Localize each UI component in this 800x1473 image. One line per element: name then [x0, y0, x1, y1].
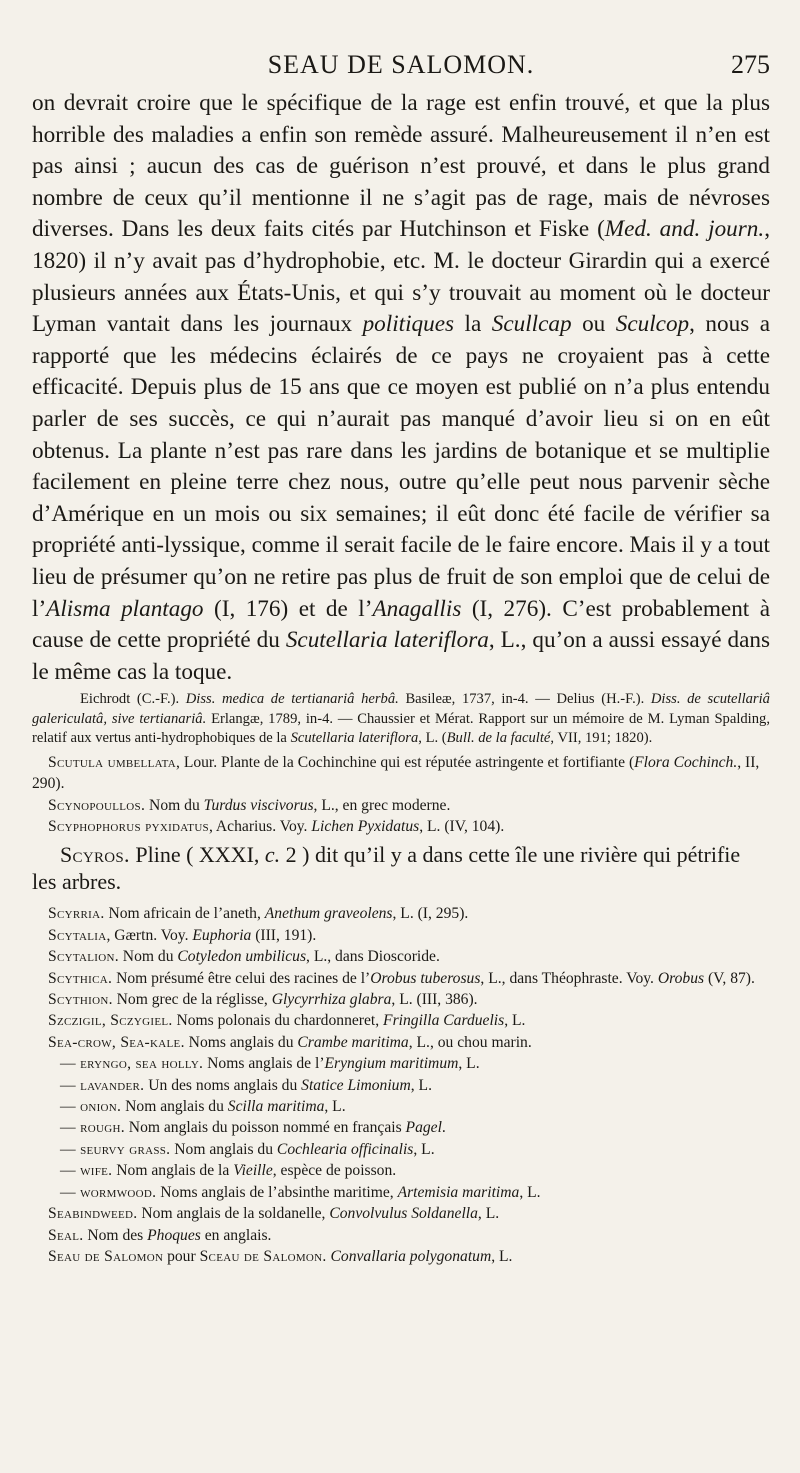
- entry-text: 2 ) dit qu’il y a dans cette île une rivière qui pétrifie les arbres.: [32, 842, 741, 895]
- entry-italic: Cotyledon umbilicus: [177, 948, 307, 966]
- entry-text: Noms polonais du chardonneret,: [172, 1012, 384, 1030]
- headword: Seau de Salomon: [48, 1247, 164, 1265]
- headword: Seabindweed.: [48, 1205, 138, 1223]
- italic-run: Sculcop: [615, 311, 690, 338]
- italic-run: Anagallis: [372, 595, 462, 622]
- entry-eryngo: [32, 1053, 770, 1074]
- headword: — wife.: [60, 1162, 113, 1180]
- headword: — wormwood.: [60, 1183, 157, 1201]
- ref-italic: Diss. de scutellariâ galericulatâ, sive tertianariâ.: [32, 691, 770, 727]
- entry-scythica: [32, 968, 770, 989]
- bibliography: [32, 690, 770, 749]
- headword: Scythion.: [48, 991, 113, 1009]
- entry-italic: Scilla maritima: [227, 1098, 325, 1116]
- entry-text: , L.: [491, 1247, 513, 1265]
- entry-italic: Glycyrrhiza glabra: [271, 991, 392, 1009]
- ref-italic: Scutellaria lateriflora: [290, 730, 419, 747]
- entry-text: Nom présumé être celui des racines de l’: [112, 969, 371, 987]
- entry-text: (III, 191).: [251, 926, 317, 944]
- entry-text: Noms anglais de l’absinthe maritime,: [156, 1183, 398, 1201]
- entry-italic: Convolvulus Soldanella: [329, 1205, 478, 1223]
- entry-italic: Fringilla Carduelis: [383, 1012, 505, 1030]
- headword: Scynopoullos.: [48, 796, 146, 814]
- text-run: on devrait croire que le spécifique de la rage est enfin trouvé, et que la plus horrible des maladies a enfin son remède assuré. Malheureusement il n’en est pas ainsi ; aucun des cas de guérison n’est prouvé, et dans le plus grand nombre de ceux qu’il mentionne il ne s’agit pas de rage, mais de névroses diverses. Dans les deux faits cités par Hutchinson et Fiske (: [32, 90, 770, 243]
- entry-text: , L.: [413, 1140, 435, 1158]
- entry-italic: Pagel: [405, 1119, 442, 1137]
- entry-text: Noms anglais du: [184, 1033, 298, 1051]
- entry-text: , L., dans Dioscoride.: [306, 948, 440, 966]
- main-paragraph: [32, 88, 770, 688]
- entry-text: pour: [163, 1247, 200, 1265]
- entry-sea-crow: [32, 1032, 770, 1053]
- entry-text: , L.: [410, 1076, 432, 1094]
- headword: Scyphophorus pyxidatus: [48, 818, 209, 835]
- entry-wormwood: [32, 1182, 770, 1203]
- entry-italic: Artemisia maritima: [397, 1183, 520, 1201]
- entry-italic: Vieille: [233, 1162, 273, 1180]
- entry-text: Nom africain de l’aneth,: [104, 905, 265, 923]
- entry-text: Nom du: [118, 948, 178, 966]
- headword: Sea-crow, Sea-kale.: [48, 1033, 185, 1051]
- headword: — lavander.: [60, 1076, 145, 1094]
- entry-text: , L.: [519, 1183, 541, 1201]
- entry-text: Nom anglais de la soldanelle,: [137, 1205, 330, 1223]
- headword: Szczigil, Sczygiel.: [48, 1012, 173, 1030]
- text-run: ou: [571, 311, 616, 338]
- text-run: (I, 276). C’est probablement à cause de cette propriété du: [32, 595, 771, 654]
- headword: — eryngo, sea holly.: [60, 1055, 204, 1073]
- italic-run: Scullcap: [491, 311, 572, 338]
- entry-text: Nom anglais du poisson nommé en français: [124, 1119, 406, 1137]
- entry-text: , L.: [458, 1055, 480, 1073]
- headword: Seal.: [48, 1226, 84, 1244]
- entry-italic: Euphoria: [192, 926, 252, 944]
- text-run: (I, 176) et de l’: [203, 595, 373, 622]
- entry-text: en anglais.: [200, 1226, 272, 1244]
- entry-text: , L. (I, 295).: [392, 905, 469, 923]
- entry-text: .: [441, 1119, 446, 1137]
- ref-run: , VII, 191; 1820).: [550, 730, 653, 747]
- entry-text: , L. (IV, 104).: [419, 818, 505, 835]
- entry-text: , L., dans Théophraste. Voy.: [480, 969, 658, 987]
- entry-text: , II, 290).: [32, 753, 760, 793]
- entry-italic: Anethum graveolens: [264, 905, 393, 923]
- entry-italic: Lichen Pyxidatus: [311, 818, 420, 835]
- headword: — seurvy grass.: [60, 1140, 171, 1158]
- entry-seal: [32, 1225, 770, 1246]
- italic-run: Scutellaria lateriflora: [285, 627, 489, 654]
- entry-scytalion: [32, 946, 770, 967]
- entry-scythion: [32, 989, 770, 1010]
- entry-italic: c.: [264, 842, 281, 868]
- text-run: , nous a rapporté que les médecins éclairés de ce pays ne croyaient pas à cette efficacité. Depuis plus de 15 ans que ce moyen est publié on n’a plus entendu parler de ses succès, ce qui n’aurait pas manqué d’avoir lieu si on en eût obtenus. La plante n’est pas rare dans les jardins de botanique et se multiplie facilement en pleine terre chez nous, outre qu’elle peut nous parvenir sèche d’Amérique en un mois ou six semaines; il eût donc été facile de vérifier sa propriété anti-lyssique, comme il serait facile de le faire encore. Mais il y a tout lieu de présumer qu’on ne retire pas plus de fruit de son emploi que de celui de l’: [32, 311, 771, 622]
- headword: — rough.: [60, 1119, 125, 1137]
- italic-run: Alisma plantago: [46, 595, 204, 622]
- paragraph-text: [32, 88, 770, 688]
- headword: Sceau de Salomon.: [199, 1247, 327, 1265]
- entry-text: Nom anglais de la: [112, 1162, 234, 1180]
- entry-rough: [32, 1117, 770, 1138]
- entry-scyphophorus: [32, 816, 770, 837]
- headword: — onion.: [60, 1098, 122, 1116]
- entry-text: , L., ou chou marin.: [408, 1033, 532, 1051]
- entry-text: , L.: [324, 1098, 346, 1116]
- entry-scytalia: [32, 925, 770, 946]
- entry-italic: Eryngium maritimum: [324, 1055, 459, 1073]
- entry-szczigil: [32, 1010, 770, 1031]
- italic-run: Med. and. journ.: [604, 216, 765, 243]
- entry-scynopoullos: [32, 795, 770, 816]
- entry-text: , Gærtn. Voy.: [106, 926, 193, 944]
- entry-text: , espèce de poisson.: [272, 1162, 397, 1180]
- headword: Scytalia: [48, 926, 107, 944]
- entry-text: Un des noms anglais du: [144, 1076, 302, 1094]
- entry-italic: Crambe maritima: [297, 1033, 409, 1051]
- entry-text: , L.: [504, 1012, 526, 1030]
- ref-run: , L. (: [418, 730, 447, 747]
- bibliography-text: [32, 690, 770, 749]
- entry-onion: [32, 1096, 770, 1117]
- entry-text: Nom anglais du: [170, 1140, 277, 1158]
- entry-wife: [32, 1160, 770, 1181]
- headword: Scyrria.: [48, 905, 105, 923]
- entry-text: , Acharius. Voy.: [208, 818, 312, 835]
- entry-text: Noms anglais de l’: [203, 1055, 325, 1073]
- entry-text: Nom des: [83, 1226, 148, 1244]
- entry-italic: Flora Cochinch.: [634, 753, 738, 771]
- headword: Scyros.: [60, 842, 130, 868]
- entry-seurvy-grass: [32, 1139, 770, 1160]
- entry-italic: Orobus tuberosus: [370, 969, 481, 987]
- entry-italic: Turdus viscivorus: [203, 796, 314, 814]
- entry-italic: Convallaria polygonatum: [330, 1247, 492, 1265]
- entry-italic: Orobus: [657, 969, 705, 987]
- dictionary-entries: [32, 752, 770, 1268]
- italic-run: politiques: [362, 311, 455, 338]
- entry-text: , L.: [477, 1205, 500, 1223]
- headword: Scythica.: [48, 969, 113, 987]
- entry-text: (V, 87).: [704, 969, 755, 987]
- entry-text: , Lour. Plante de la Cochinchine qui est réputée astringente et fortifiante (: [176, 753, 635, 771]
- ref-italic: Diss. medica de tertianariâ herbâ.: [185, 691, 399, 708]
- entry-text: , L. (III, 386).: [391, 991, 478, 1009]
- entry-text: Nom anglais du: [121, 1098, 228, 1116]
- entry-lavander: [32, 1075, 770, 1096]
- page-number: 275: [731, 50, 770, 79]
- entry-italic: Phoques: [147, 1226, 201, 1244]
- page-header: [32, 0, 770, 88]
- headword: Scytalion.: [48, 948, 119, 966]
- text-run: , 1820) il n’y avait pas d’hydrophobie, etc. M. le docteur Girardin qui a exercé plusieurs années aux États-Unis, et qui s’y trouvait au moment où le docteur Lyman vantait dans les journaux: [32, 216, 770, 338]
- ref-run: Erlangæ, 1789, in-4. — Chaussier et Mérat. Rapport sur un mémoire de M. Lyman Spalding, relatif aux vertus anti-hydrophobiques de la: [32, 710, 770, 747]
- entry-text: Nom du: [145, 796, 204, 814]
- entry-seabindweed: [32, 1203, 770, 1224]
- entry-italic: Statice Limonium: [301, 1076, 411, 1094]
- entry-scutula: [32, 752, 770, 795]
- ref-run: Basileæ, 1737, in-4. — Delius (H.-F.).: [398, 691, 651, 708]
- entry-seau-de-salomon: [32, 1246, 770, 1267]
- entry-text: Pline ( XXXI,: [129, 842, 265, 868]
- headword: Scutula umbellata: [48, 753, 177, 771]
- entry-text: Nom grec de la réglisse,: [112, 991, 272, 1009]
- text-run: , L., qu’on a aussi essayé dans le même cas la toque.: [32, 627, 770, 685]
- running-title: SEAU DE SALOMON.: [267, 50, 535, 79]
- ref-italic: Bull. de la faculté: [446, 730, 551, 747]
- entry-scyrria: [32, 903, 770, 924]
- text-run: la: [454, 311, 492, 338]
- ref-run: Eichrodt (C.-F.).: [80, 691, 186, 708]
- entry-scyros: [32, 841, 770, 895]
- entry-text: , L., en grec moderne.: [313, 796, 451, 814]
- entry-italic: Cochlearia officinalis: [276, 1140, 414, 1158]
